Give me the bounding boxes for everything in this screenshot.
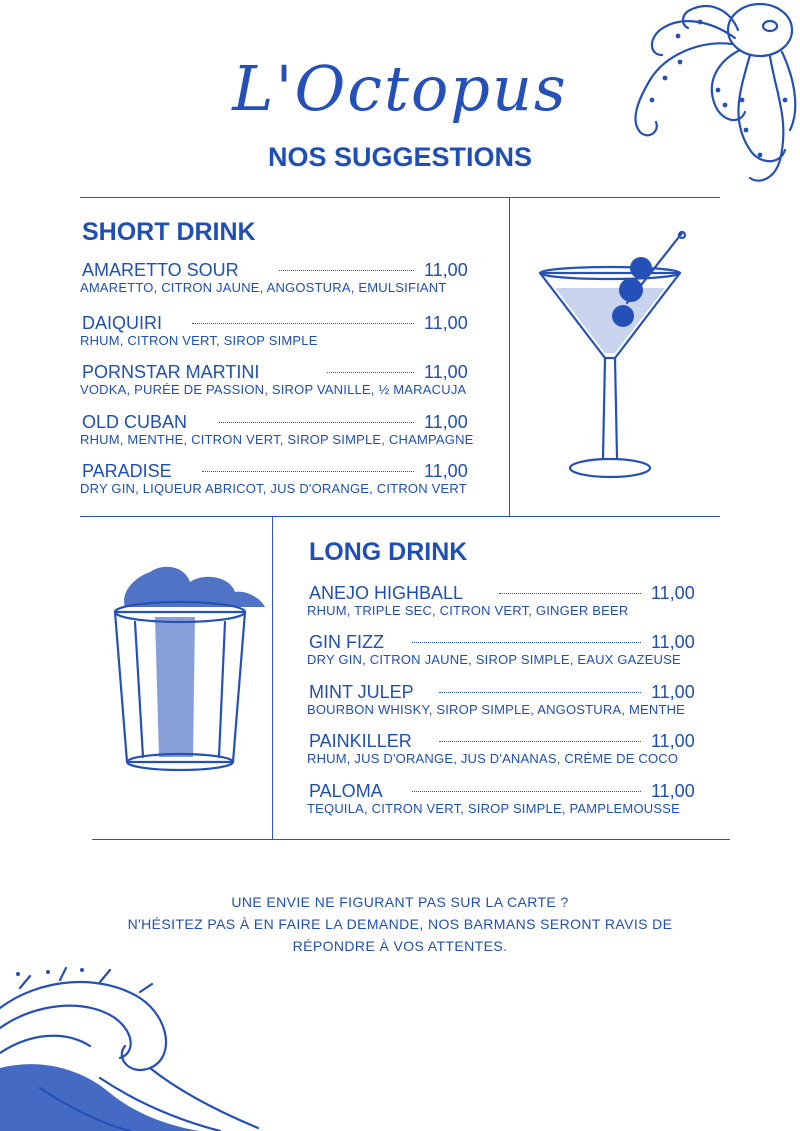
item-description: VODKA, PURÉE DE PASSION, SIROP VANILLE, ½ MARACUJA xyxy=(80,382,467,397)
item-price: 11,00 xyxy=(651,731,695,751)
menu-item xyxy=(80,461,482,496)
footer-note xyxy=(0,891,800,957)
item-description: BOURBON WHISKY, SIROP SIMPLE, ANGOSTURA, MENTHE xyxy=(307,702,686,717)
item-price: 11,00 xyxy=(651,632,695,652)
item-name: ANEJO HIGHBALL xyxy=(309,583,464,603)
item-description: RHUM, JUS D'ORANGE, JUS D'ANANAS, CRÉME DE COCO xyxy=(307,751,679,766)
divider-bottom xyxy=(92,839,730,840)
leader-dots xyxy=(499,593,641,594)
item-name: PAINKILLER xyxy=(309,731,412,751)
divider-top xyxy=(80,197,720,198)
short-drink-title: SHORT DRINK xyxy=(82,218,256,246)
menu-item xyxy=(80,362,482,397)
divider-middle xyxy=(80,516,720,517)
brand-title: L'Octopus xyxy=(232,52,568,125)
leader-dots xyxy=(219,422,414,423)
item-name: OLD CUBAN xyxy=(82,412,188,432)
menu-item xyxy=(80,260,482,295)
leader-dots xyxy=(202,471,414,472)
item-description: AMARETTO, CITRON JAUNE, ANGOSTURA, EMULSIFIANT xyxy=(80,280,447,295)
leader-dots xyxy=(279,270,414,271)
item-price: 11,00 xyxy=(424,362,468,382)
wave-illustration xyxy=(0,968,260,1131)
item-name: PALOMA xyxy=(309,781,383,801)
page-subtitle: NOS SUGGESTIONS xyxy=(267,142,533,172)
item-price: 11,00 xyxy=(424,260,468,280)
item-price: 11,00 xyxy=(651,583,695,603)
menu-item xyxy=(307,731,709,766)
leader-dots xyxy=(327,372,414,373)
item-name: DAIQUIRI xyxy=(82,313,163,333)
item-price: 11,00 xyxy=(424,313,468,333)
item-description: DRY GIN, CITRON JAUNE, SIROP SIMPLE, EAUX GAZEUSE xyxy=(307,652,681,667)
leader-dots xyxy=(439,692,641,693)
menu-item xyxy=(80,313,482,348)
leader-dots xyxy=(412,642,641,643)
item-description: RHUM, MENTHE, CITRON VERT, SIROP SIMPLE, CHAMPAGNE xyxy=(80,432,474,447)
item-name: PARADISE xyxy=(82,461,172,481)
footer-line-2: N'HÉSITEZ PAS À EN FAIRE LA DEMANDE, NOS BARMANS SERONT RAVIS DE xyxy=(127,916,673,932)
divider-vertical-right xyxy=(509,197,510,517)
leader-dots xyxy=(412,791,641,792)
item-description: TEQUILA, CITRON VERT, SIROP SIMPLE, PAMPLEMOUSSE xyxy=(307,801,680,816)
long-drink-title: LONG DRINK xyxy=(309,538,468,566)
leader-dots xyxy=(439,741,641,742)
menu-item xyxy=(307,583,709,618)
item-name: PORNSTAR MARTINI xyxy=(82,362,260,382)
menu-item xyxy=(307,682,709,717)
martini-glass-illustration xyxy=(535,228,685,488)
menu-item xyxy=(307,781,709,816)
footer-line-1: UNE ENVIE NE FIGURANT PAS SUR LA CARTE ? xyxy=(231,894,569,910)
item-price: 11,00 xyxy=(424,461,468,481)
divider-vertical-left xyxy=(272,516,273,840)
octopus-illustration xyxy=(620,0,800,190)
item-price: 11,00 xyxy=(424,412,468,432)
menu-item xyxy=(307,632,709,667)
item-name: GIN FIZZ xyxy=(309,632,384,652)
item-name: AMARETTO SOUR xyxy=(82,260,239,280)
julep-cup-illustration xyxy=(95,562,270,782)
leader-dots xyxy=(192,323,414,324)
item-description: RHUM, TRIPLE SEC, CITRON VERT, GINGER BEER xyxy=(307,603,629,618)
item-description: DRY GIN, LIQUEUR ABRICOT, JUS D'ORANGE, CITRON VERT xyxy=(80,481,467,496)
item-name: MINT JULEP xyxy=(309,682,414,702)
menu-item xyxy=(80,412,482,447)
footer-line-3: RÉPONDRE À VOS ATTENTES. xyxy=(292,938,508,954)
item-description: RHUM, CITRON VERT, SIROP SIMPLE xyxy=(80,333,318,348)
item-price: 11,00 xyxy=(651,781,695,801)
item-price: 11,00 xyxy=(651,682,695,702)
